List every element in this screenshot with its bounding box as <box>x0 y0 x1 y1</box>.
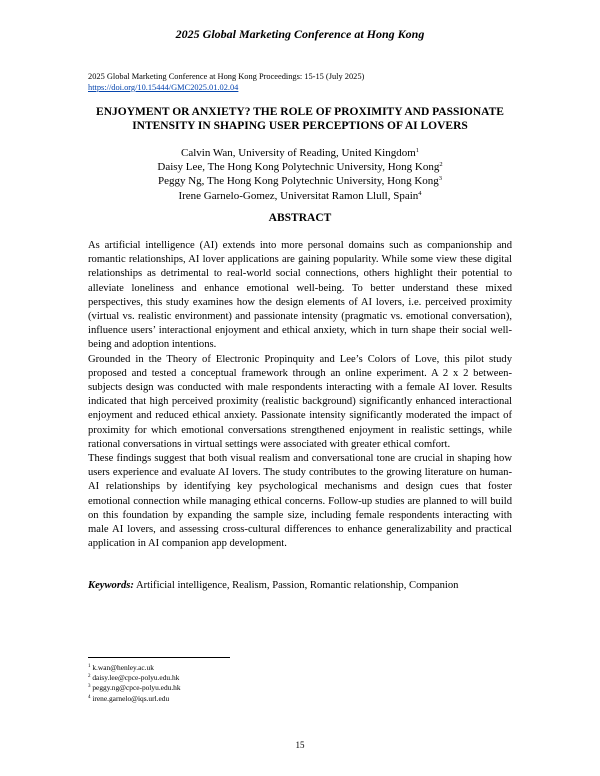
paper-title <box>88 105 512 133</box>
abstract-paragraph: Grounded in the Theory of Electronic Propinquity and Lee’s Colors of Love, this pilot study proposed and tested a conceptual framework through an online experiment. A 2 x 2 between-subjects design was conducted with male respondents interacting with a female AI lover. Results indicated that high perceived proximity (realistic background) significantly enhanced interactional enjoyment and reduced ethical anxiety. Passionate intensity significantly moderated the impact of proximity for which emotional conversations strengthened enjoyment in realistic settings, while rational conversations in virtual settings were associated with greater ethical comfort. <box>88 353 512 450</box>
keywords-label: Keywords: <box>88 580 134 591</box>
keywords <box>88 579 512 593</box>
footnote-mark: 1 <box>88 664 91 669</box>
footnote-mark: 4 <box>418 189 422 197</box>
abstract-body <box>88 239 512 551</box>
abstract-paragraph: These findings suggest that both visual realism and conversational tone are crucial in shaping how users experience and evaluate AI lovers. The study contributes to the growing literature on human-AI relationships by identifying key psychological mechanisms and design cues that foster emotional connection while managing ethical concerns. Follow-up studies are planned to will build on this foundation by expanding the sample size, including female respondents interacting with male AI lovers, and assessing cross-cultural differences to enhance generalizability and practical application in AI companion app development. <box>88 453 512 550</box>
author-line <box>88 174 512 188</box>
footnote-mark: 3 <box>438 175 443 183</box>
footnote <box>88 683 512 693</box>
proceedings-info <box>88 71 512 93</box>
footnote-mark: 2 <box>88 674 91 680</box>
footnote-divider <box>88 657 230 658</box>
footnote-mark: 1 <box>415 147 420 154</box>
author-affiliation: Daisy Lee, The Hong Kong Polytechnic University, Hong Kong <box>157 161 440 174</box>
footnote-email: irene.garnelo@iqs.url.edu <box>92 693 170 703</box>
author-affiliation: Peggy Ng, The Hong Kong Polytechnic University, Hong Kong <box>157 175 439 188</box>
doi-link[interactable]: https://doi.org/10.15444/GMC2025.01.02.04 <box>88 83 239 92</box>
footnote-email: k.wan@henley.ac.uk <box>92 663 154 672</box>
footnote <box>88 663 512 673</box>
author-line <box>88 160 512 174</box>
author-list <box>88 146 512 203</box>
author-affiliation: Calvin Wan, University of Reading, United Kingdom <box>180 147 416 159</box>
footnote <box>88 694 512 704</box>
abstract-heading: ABSTRACT <box>268 212 332 224</box>
proceedings-citation: 2025 Global Marketing Conference at Hong Kong Proceedings: 15-15 (July 2025) <box>88 72 365 81</box>
author-affiliation: Irene Garnelo-Gomez, Universitat Ramon Llull, Spain <box>178 189 419 202</box>
footnote-mark: 2 <box>439 161 443 169</box>
running-header: 2025 Global Marketing Conference at Hong Kong <box>175 27 425 41</box>
footnote-email: peggy.ng@cpce-polyu.edu.hk <box>92 683 181 693</box>
footnote-mark: 4 <box>88 694 91 700</box>
keywords-list: Artificial intelligence, Realism, Passion, Romantic relationship, Companion <box>135 580 459 591</box>
footnote-email: daisy.lee@cpce-polyu.edu.hk <box>92 673 180 683</box>
paper-title-line-2: INTENSITY IN SHAPING USER PERCEPTIONS OF AI LOVERS <box>132 120 468 132</box>
paper-title-line-1: ENJOYMENT OR ANXIETY? THE ROLE OF PROXIMITY AND PASSIONATE <box>96 106 504 118</box>
footnotes <box>88 663 512 704</box>
page-number: 15 <box>295 740 305 750</box>
abstract-paragraph: As artificial intelligence (AI) extends into more personal domains such as companionship and romantic relationships, AI lover applications are gaining popularity. While some view these digital relationships as detrimental to real-world social connections, others highlight their potential to alleviate loneliness and enhance emotional well-being. To better understand these mixed perspectives, this study examines how the design elements of AI lovers, i.e. perceived proximity (virtual vs. realistic environment) and passionate intensity (pragmatic vs. emotional conversation), influence users’ interactional enjoyment and ethical anxiety, which in turn shape their social well-being and adoption intentions. <box>88 240 512 351</box>
footnote-mark: 3 <box>88 684 91 690</box>
footnote <box>88 673 512 683</box>
author-line <box>88 189 512 203</box>
author-line <box>88 146 512 160</box>
